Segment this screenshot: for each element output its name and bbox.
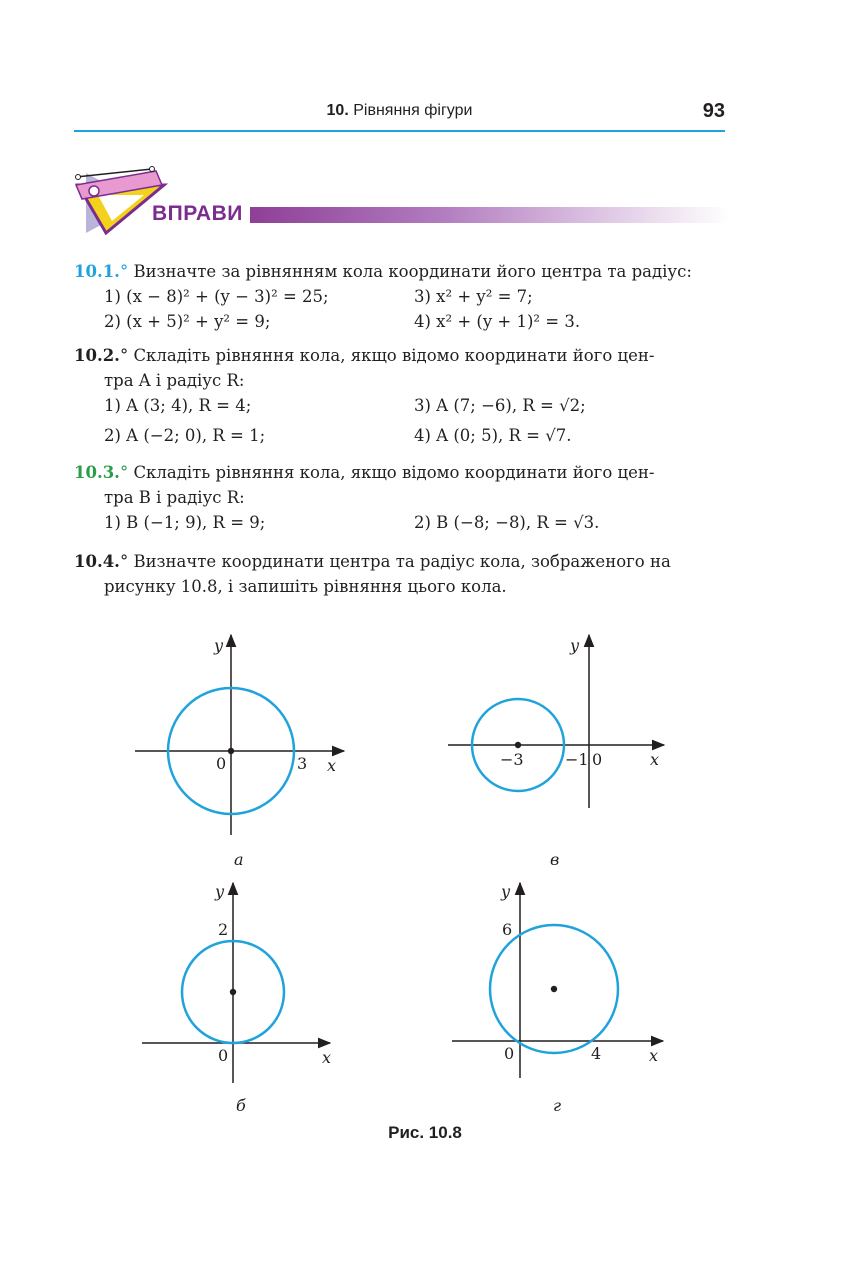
exercise-10-4 [74, 549, 726, 599]
exercise-item: 2) (x + 5)² + y² = 9; [104, 312, 271, 331]
exercise-item: 2) A (−2; 0), R = 1; [104, 426, 266, 445]
section-title [74, 102, 725, 120]
exercise-prompt-cont: рисунку 10.8, і запишіть рівняння цього кола. [104, 577, 507, 596]
exercises-banner [72, 165, 732, 240]
degree-mark: ° [119, 262, 129, 281]
center-point [551, 986, 557, 992]
origin-label: 0 [218, 1046, 229, 1065]
exercise-prompt: Визначте координати центра та радіус кола, зображеного на [133, 552, 671, 571]
exercise-10-2 [74, 343, 726, 453]
exercise-prompt-cont: тра B і радіус R: [104, 488, 245, 507]
center-point [515, 742, 521, 748]
tick-label: 6 [502, 920, 513, 939]
panel-label: г [553, 1096, 562, 1115]
center-point [228, 748, 234, 754]
tick-label: 4 [591, 1044, 602, 1063]
section-number: 10. [326, 102, 349, 119]
y-axis-label: y [214, 636, 224, 655]
banner-label: ВПРАВИ [152, 202, 243, 225]
panel-a [135, 635, 344, 869]
exercise-item: 2) B (−8; −8), R = √3. [414, 513, 600, 532]
tick-label: 2 [218, 920, 229, 939]
figure-10-8 [130, 625, 690, 1125]
panel-label: а [234, 850, 244, 869]
exercise-10-3 [74, 460, 726, 540]
panel-label: в [550, 850, 560, 869]
exercise-number: 10.1. [74, 262, 120, 281]
origin-label: 0 [216, 754, 227, 773]
running-header [74, 100, 725, 132]
exercise-item: 3) A (7; −6), R = √2; [414, 396, 586, 415]
panel-v [448, 635, 664, 869]
exercise-item: 1) (x − 8)² + (y − 3)² = 25; [104, 287, 329, 306]
degree-mark: ° [119, 346, 129, 365]
exercise-item: 1) B (−1; 9), R = 9; [104, 513, 266, 532]
exercise-number: 10.2. [74, 346, 120, 365]
x-axis-label: x [649, 1046, 659, 1065]
exercise-prompt: Складіть рівняння кола, якщо відомо координати його цен- [133, 346, 655, 365]
x-axis-label: x [322, 1048, 332, 1067]
tick-label: −3 [500, 750, 524, 769]
tick-label: −1 [565, 750, 589, 769]
page-number: 93 [702, 100, 725, 122]
exercise-10-1 [74, 259, 726, 334]
exercise-item: 3) x² + y² = 7; [414, 287, 533, 306]
y-axis-label: y [501, 882, 511, 901]
tick-label: 3 [297, 754, 308, 773]
exercise-item: 4) x² + (y + 1)² = 3. [414, 312, 581, 331]
exercise-item: 1) A (3; 4), R = 4; [104, 396, 252, 415]
origin-label: 0 [504, 1044, 515, 1063]
origin-label: 0 [592, 750, 603, 769]
panel-g [452, 882, 663, 1115]
exercise-number: 10.4. [74, 552, 120, 571]
exercise-prompt: Складіть рівняння кола, якщо відомо координати його цен- [133, 463, 655, 482]
panel-b [142, 882, 331, 1115]
degree-mark: ° [119, 463, 129, 482]
panel-label: б [236, 1096, 246, 1115]
exercise-prompt-cont: тра A і радіус R: [104, 371, 245, 390]
degree-mark: ° [119, 552, 129, 571]
x-axis-label: x [327, 756, 337, 775]
y-axis-label: y [570, 636, 580, 655]
y-axis-label: y [215, 882, 225, 901]
figure-caption: Рис. 10.8 [388, 1123, 462, 1142]
banner-bar [250, 207, 730, 223]
circle-diagrams [130, 625, 690, 1125]
x-axis-label: x [650, 750, 660, 769]
exercise-item: 4) A (0; 5), R = √7. [414, 426, 572, 445]
exercise-number: 10.3. [74, 463, 120, 482]
section-title-text: Рівняння фігури [353, 102, 473, 119]
center-point [230, 989, 236, 995]
exercise-prompt: Визначте за рівнянням кола координати його центра та радіус: [133, 262, 692, 281]
